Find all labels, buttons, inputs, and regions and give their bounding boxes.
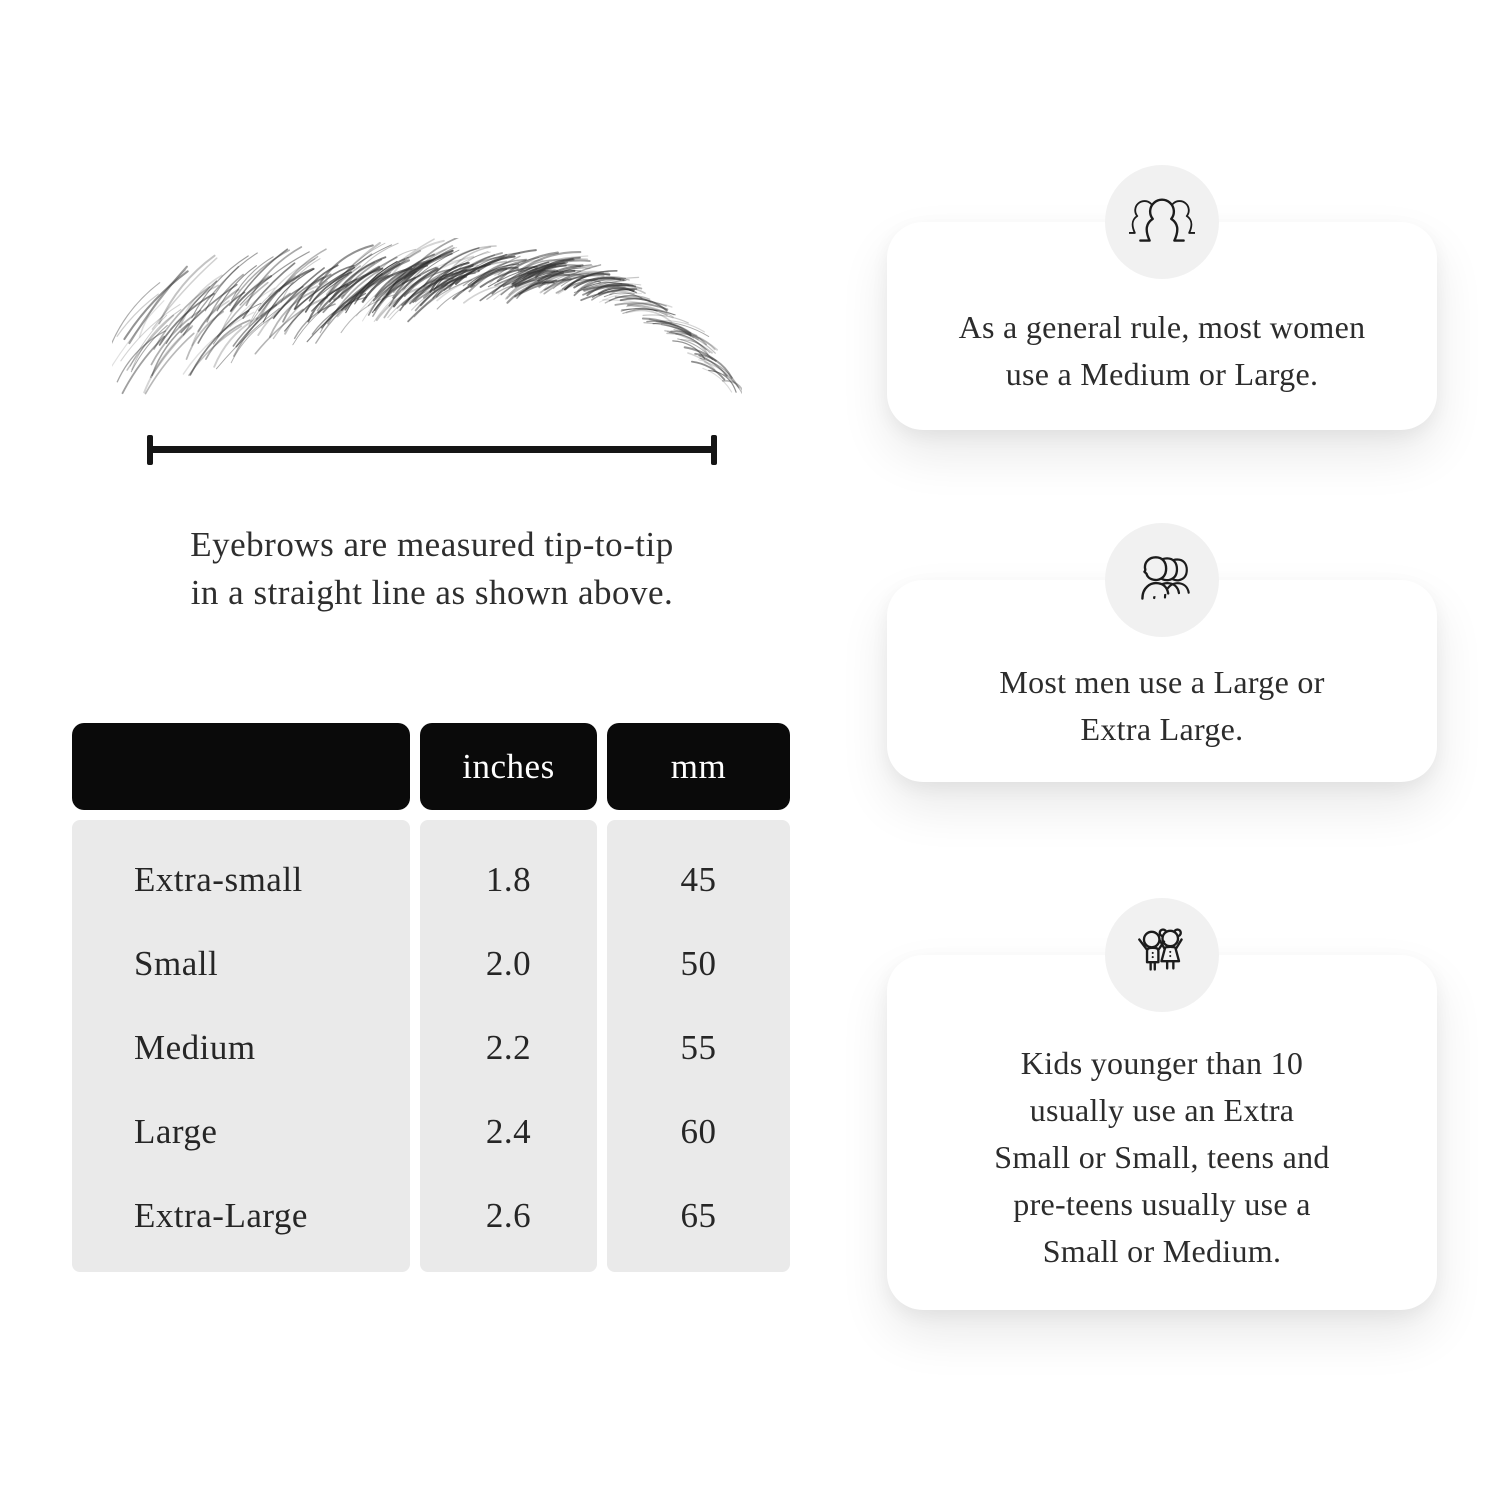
icon-circle bbox=[1105, 523, 1219, 637]
icon-circle bbox=[1105, 898, 1219, 1012]
mm-value: 45 bbox=[680, 860, 717, 899]
card-text-line: use a Medium or Large. bbox=[1005, 356, 1319, 392]
eyebrow-illustration bbox=[112, 238, 742, 410]
card-text-line: As a general rule, most women bbox=[958, 309, 1366, 345]
table-header-mm: mm bbox=[607, 723, 790, 810]
info-card-kids bbox=[887, 955, 1437, 1310]
women-group-icon bbox=[1129, 189, 1195, 255]
card-text-line: Small or Small, teens and bbox=[994, 1139, 1330, 1175]
card-text-line: usually use an Extra bbox=[1029, 1092, 1295, 1128]
size-label: Large bbox=[134, 1112, 218, 1151]
mm-value: 55 bbox=[680, 1028, 717, 1067]
info-card-men bbox=[887, 580, 1437, 782]
size-label: Extra-small bbox=[134, 860, 303, 899]
table-header-name bbox=[72, 723, 410, 810]
inches-value: 2.6 bbox=[485, 1196, 532, 1235]
inches-value: 1.8 bbox=[485, 860, 532, 899]
size-label: Small bbox=[134, 944, 219, 983]
size-label: Extra-Large bbox=[134, 1196, 308, 1235]
table-column-mm bbox=[607, 820, 790, 1272]
card-text-line: Small or Medium. bbox=[1042, 1233, 1282, 1269]
mm-value: 60 bbox=[680, 1112, 717, 1151]
table-column-inches bbox=[420, 820, 597, 1272]
inches-value: 2.2 bbox=[485, 1028, 532, 1067]
card-text-line: Extra Large. bbox=[1080, 711, 1244, 747]
measurement-caption bbox=[82, 521, 782, 617]
table-column-sizes bbox=[72, 820, 410, 1272]
card-text-line: Most men use a Large or bbox=[999, 664, 1325, 700]
card-text-line: Kids younger than 10 bbox=[1020, 1045, 1304, 1081]
mm-value: 50 bbox=[680, 944, 717, 983]
table-header-inches: inches bbox=[420, 723, 597, 810]
kids-icon bbox=[1129, 922, 1195, 988]
inches-value: 2.4 bbox=[485, 1112, 532, 1151]
card-text-line: pre-teens usually use a bbox=[1013, 1186, 1311, 1222]
size-label: Medium bbox=[134, 1028, 256, 1067]
caption-line: Eyebrows are measured tip-to-tip bbox=[190, 525, 674, 564]
size-table bbox=[72, 723, 790, 1273]
inches-value: 2.0 bbox=[485, 944, 532, 983]
icon-circle bbox=[1105, 165, 1219, 279]
men-group-icon bbox=[1129, 547, 1195, 613]
caption-line: in a straight line as shown above. bbox=[190, 573, 674, 612]
measurement-line bbox=[150, 446, 714, 453]
mm-value: 65 bbox=[680, 1196, 717, 1235]
info-card-women bbox=[887, 222, 1437, 430]
